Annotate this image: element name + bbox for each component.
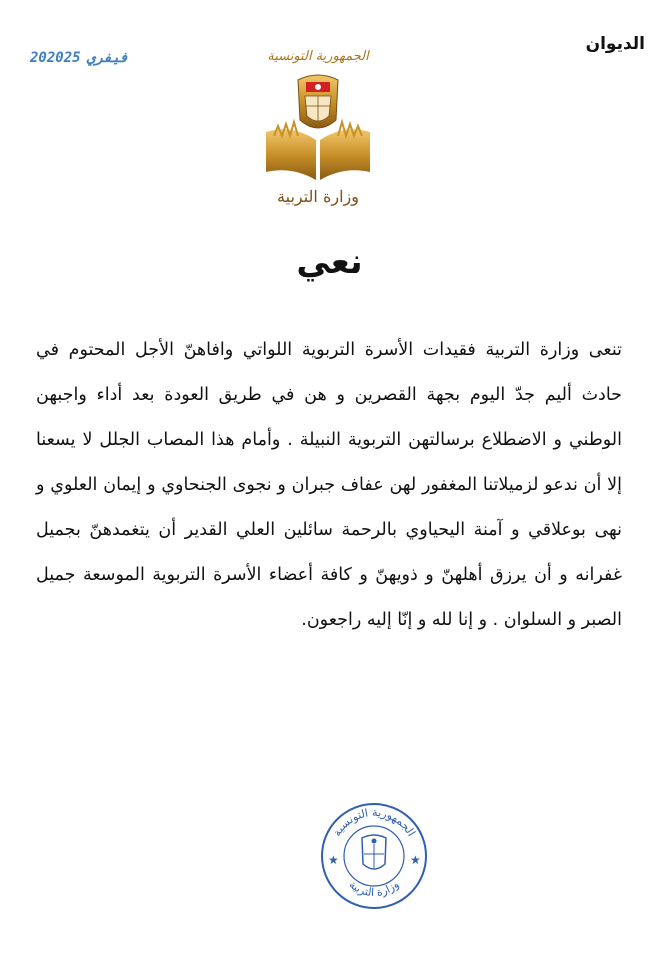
republic-text: الجمهورية التونسية <box>267 49 369 64</box>
ministry-logo-graphic <box>258 40 378 210</box>
ministry-logo <box>258 40 378 210</box>
date-day: 25 <box>63 50 81 66</box>
document-title: نعي <box>296 242 363 282</box>
seal-emblem-icon <box>362 835 386 869</box>
seal-text-top: الجمهورية التونسية <box>330 805 418 839</box>
date-year: 2020 <box>30 50 64 66</box>
condolence-body: تنعى وزارة التربية فقيدات الأسرة التربوية اللواتي وافاهنّ الأجل المحتوم في حادث أليم جدّ اليوم بجهة القصرين و هن في طريق العودة بعد أداء واجبهن الوطني و الاضطلاع برسالتهن التربوية النبيلة . وأمام هذا المصاب الجلل لا يسعنا إلا أن ندعو لزميلاتنا المغفور لهن عفاف جبران و نجوى الجنحاوي و إيمان العلوي و نهى بوعلاقي و آمنة اليحياوي بالرحمة سائلين العلي القدير أن يتغمدهنّ بجميل غفرانه و أن يرزق أهلهنّ و ذويهنّ و كافة أعضاء الأسرة التربوية الموسعة جميل الصبر و السلوان . و إنا لله و إنّا إليه راجعون. <box>36 340 622 630</box>
seal-star-icon: ★ <box>328 853 339 867</box>
official-stamp-graphic <box>318 800 430 912</box>
seal-star-icon: ★ <box>410 853 421 867</box>
official-stamp <box>318 800 430 912</box>
department-label: الديوان <box>585 34 645 54</box>
coat-of-arms-icon <box>298 75 338 128</box>
date-month: فيفري <box>86 50 129 66</box>
seal-text-bottom: وزارة التربية <box>346 877 402 900</box>
ministry-text: وزارة التربية <box>277 187 359 206</box>
open-book-icon <box>266 122 370 180</box>
date-stamp <box>30 50 135 66</box>
